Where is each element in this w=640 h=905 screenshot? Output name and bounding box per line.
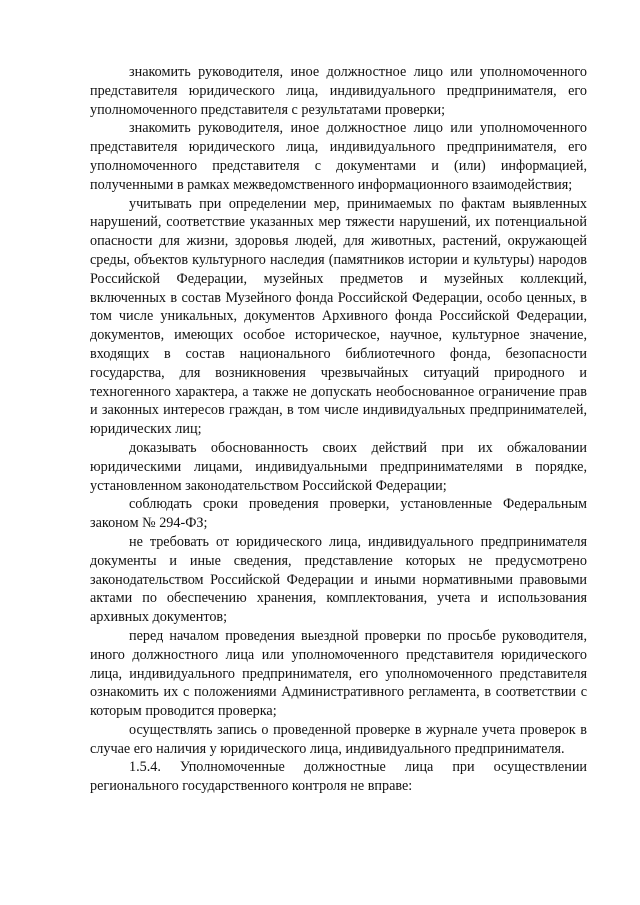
- paragraph-not-require-documents: не требовать от юридического лица, индивидуального предпринимателя документы и иные сведения, представление которых не предусмотрено законодательством Российской Федерации и иными нормативными правовыми актами по обеспечению хранения, комплектования, учета и использования архивных документов;: [90, 533, 587, 626]
- paragraph-familiarize-regulation: перед началом проведения выездной проверки по просьбе руководителя, иного должностного лица или уполномоченного представителя юридического лица, индивидуального предпринимателя, его уполномоченного представителя ознакомить их с положениями Административного регламента, в соответствии с которым проводится проверка;: [90, 627, 587, 720]
- paragraph-observe-deadlines: соблюдать сроки проведения проверки, установленные Федеральным законом № 294-ФЗ;: [90, 496, 587, 532]
- paragraph-journal-record: осуществлять запись о проведенной проверке в журнале учета проверок в случае его наличия у юридического лица, индивидуального предпринимателя.: [90, 721, 587, 757]
- paragraph-prove-validity: доказывать обоснованность своих действий при их обжаловании юридическими лицами, индивидуальными предпринимателями в порядке, установленном законодательством Российской Федерации;: [90, 439, 587, 494]
- document-body: [90, 63, 587, 796]
- paragraph-section-1-5-4: 1.5.4. Уполномоченные должностные лица при осуществлении регионального государственного контроля не вправе:: [90, 759, 587, 795]
- paragraph-familiarize-documents: знакомить руководителя, иное должностное лицо или уполномоченного представителя юридического лица, индивидуального предпринимателя, его уполномоченного представителя с документами и (или) информацией, полученными в рамках межведомственного информационного взаимодействия;: [90, 120, 587, 193]
- paragraph-familiarize-results: знакомить руководителя, иное должностное лицо или уполномоченного представителя юридического лица, индивидуального предпринимателя, его уполномоченного представителя с результатами проверки;: [90, 64, 587, 118]
- paragraph-consider-measures: учитывать при определении мер, принимаемых по фактам выявленных нарушений, соответствие указанных мер тяжести нарушений, их потенциальной опасности для жизни, здоровья людей, для животных, растений, окружающей среды, объектов культурного наследия (памятников истории и культуры) народов Российской Федерации, музейных предметов и музейных коллекций, включенных в состав Музейного фонда Российской Федерации, особо ценных, в том числе уникальных, документов Архивного фонда Российской Федерации, документов, имеющих особое историческое, научное, культурное значение, входящих в состав национального библиотечного фонда, безопасности государства, для возникновения чрезвычайных ситуаций природного и техногенного характера, а также не допускать необоснованное ограничение прав и законных интересов граждан, в том числе индивидуальных предпринимателей, юридических лиц;: [90, 195, 587, 438]
